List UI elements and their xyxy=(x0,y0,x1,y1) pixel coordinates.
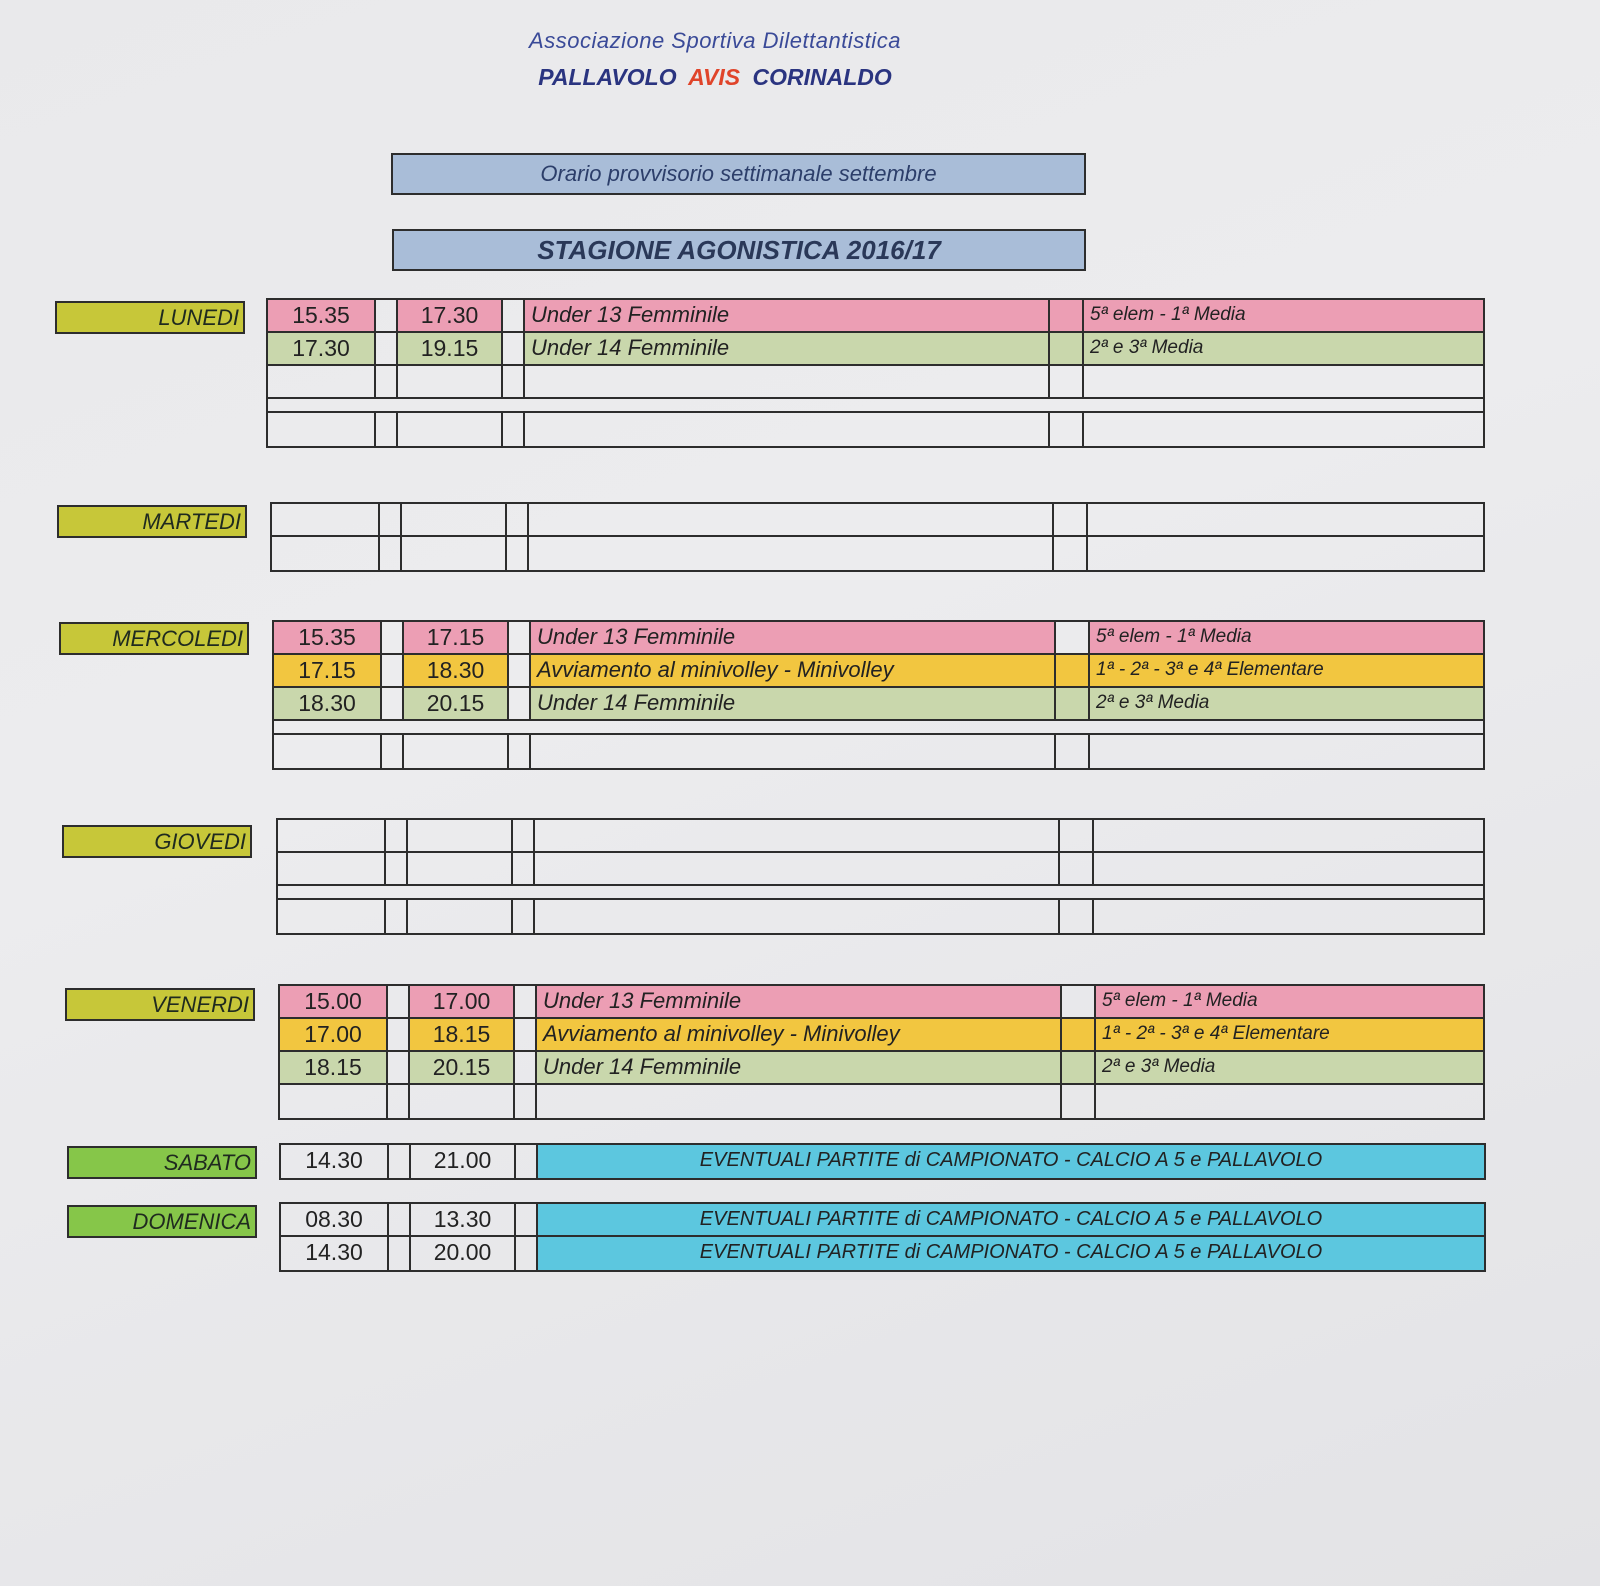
empty-cell xyxy=(529,537,1054,570)
empty-row xyxy=(278,900,1483,933)
gap-cell xyxy=(376,300,398,331)
empty-row xyxy=(278,820,1483,853)
start-time: 18.15 xyxy=(280,1052,388,1083)
gap-cell xyxy=(380,504,402,535)
gap-cell xyxy=(515,986,537,1017)
schedule-title-banner: Orario provvisorio settimanale settembre xyxy=(391,153,1086,195)
end-time: 17.15 xyxy=(404,622,509,653)
gap-cell xyxy=(388,1019,410,1050)
empty-cell xyxy=(1088,537,1483,570)
gap-cell xyxy=(1050,366,1084,397)
event-description: EVENTUALI PARTITE di CAMPIONATO - CALCIO A 5 e PALLAVOLO xyxy=(538,1145,1484,1178)
schedule-table-giovedi xyxy=(276,818,1485,935)
gap-cell xyxy=(388,986,410,1017)
empty-cell xyxy=(278,820,386,851)
day-label-sabato: SABATO xyxy=(67,1146,257,1179)
gap-cell xyxy=(386,900,408,933)
school-grade: 5ª elem - 1ª Media xyxy=(1096,986,1483,1017)
gap-cell xyxy=(389,1145,411,1178)
schedule-row xyxy=(280,986,1483,1019)
spacer-row xyxy=(268,399,1483,413)
gap-cell xyxy=(1062,986,1096,1017)
empty-cell xyxy=(408,820,513,851)
schedule-row xyxy=(268,300,1483,333)
event-description: EVENTUALI PARTITE di CAMPIONATO - CALCIO A 5 e PALLAVOLO xyxy=(538,1237,1484,1270)
header xyxy=(0,28,1600,91)
gap-cell xyxy=(389,1237,411,1270)
empty-cell xyxy=(537,1085,1062,1118)
start-time: 15.35 xyxy=(268,300,376,331)
gap-cell xyxy=(509,688,531,719)
spacer-row xyxy=(274,721,1483,735)
org-name-part-pallavolo: PALLAVOLO xyxy=(538,64,677,90)
day-label-giovedi: GIOVEDI xyxy=(62,825,252,858)
empty-cell xyxy=(398,413,503,446)
empty-cell xyxy=(278,900,386,933)
empty-cell xyxy=(410,1085,515,1118)
team-name: Under 14 Femminile xyxy=(537,1052,1062,1083)
start-time: 17.00 xyxy=(280,1019,388,1050)
organization-name xyxy=(0,64,1600,91)
gap-cell xyxy=(503,413,525,446)
gap-cell xyxy=(1054,504,1088,535)
empty-cell xyxy=(1094,820,1483,851)
empty-cell xyxy=(408,853,513,884)
empty-row xyxy=(268,366,1483,399)
empty-cell xyxy=(1084,413,1483,446)
gap-cell xyxy=(1050,413,1084,446)
schedule-row xyxy=(281,1237,1484,1270)
gap-cell xyxy=(1056,622,1090,653)
empty-row xyxy=(272,504,1483,537)
schedule-row xyxy=(268,333,1483,366)
gap-cell xyxy=(513,900,535,933)
gap-cell xyxy=(507,537,529,570)
team-name: Under 14 Femminile xyxy=(531,688,1056,719)
school-grade: 1ª - 2ª - 3ª e 4ª Elementare xyxy=(1096,1019,1483,1050)
empty-cell xyxy=(272,537,380,570)
gap-cell xyxy=(1060,900,1094,933)
gap-cell xyxy=(1050,300,1084,331)
schedule-table-domenica xyxy=(279,1202,1486,1272)
team-name: Under 13 Femminile xyxy=(537,986,1062,1017)
team-name: Under 14 Femminile xyxy=(525,333,1050,364)
start-time: 18.30 xyxy=(274,688,382,719)
org-name-part-corinaldo: CORINALDO xyxy=(752,64,892,90)
start-time: 17.30 xyxy=(268,333,376,364)
gap-cell xyxy=(513,853,535,884)
schedule-table-venerdi xyxy=(278,984,1485,1120)
end-time: 19.15 xyxy=(398,333,503,364)
org-name-part-avis: AVIS xyxy=(688,64,741,90)
empty-cell xyxy=(529,504,1054,535)
gap-cell xyxy=(389,1204,411,1235)
gap-cell xyxy=(509,735,531,768)
gap-cell xyxy=(1056,735,1090,768)
gap-cell xyxy=(376,333,398,364)
gap-cell xyxy=(376,413,398,446)
empty-cell xyxy=(278,853,386,884)
school-grade: 5ª elem - 1ª Media xyxy=(1090,622,1483,653)
schedule-table-sabato xyxy=(279,1143,1486,1180)
gap-cell xyxy=(516,1237,538,1270)
team-name: Avviamento al minivolley - Minivolley xyxy=(531,655,1056,686)
school-grade: 5ª elem - 1ª Media xyxy=(1084,300,1483,331)
team-name: Under 13 Femminile xyxy=(525,300,1050,331)
spacer-row xyxy=(278,886,1483,900)
gap-cell xyxy=(386,820,408,851)
team-name: Avviamento al minivolley - Minivolley xyxy=(537,1019,1062,1050)
day-label-domenica: DOMENICA xyxy=(67,1205,257,1238)
end-time: 17.30 xyxy=(398,300,503,331)
team-name: Under 13 Femminile xyxy=(531,622,1056,653)
gap-cell xyxy=(513,820,535,851)
empty-cell xyxy=(274,735,382,768)
schedule-table-martedi xyxy=(270,502,1485,572)
schedule-row xyxy=(274,655,1483,688)
gap-cell xyxy=(1060,853,1094,884)
gap-cell xyxy=(503,300,525,331)
gap-cell xyxy=(382,655,404,686)
gap-cell xyxy=(1054,537,1088,570)
end-time: 18.15 xyxy=(410,1019,515,1050)
schedule-row xyxy=(280,1052,1483,1085)
school-grade: 1ª - 2ª - 3ª e 4ª Elementare xyxy=(1090,655,1483,686)
empty-cell xyxy=(535,853,1060,884)
gap-cell xyxy=(388,1085,410,1118)
empty-cell xyxy=(404,735,509,768)
gap-cell xyxy=(1062,1052,1096,1083)
organization-type: Associazione Sportiva Dilettantistica xyxy=(529,28,901,53)
empty-cell xyxy=(398,366,503,397)
empty-row xyxy=(278,853,1483,886)
empty-cell xyxy=(531,735,1056,768)
gap-cell xyxy=(388,1052,410,1083)
gap-cell xyxy=(503,333,525,364)
schedule-row xyxy=(280,1019,1483,1052)
start-time: 15.00 xyxy=(280,986,388,1017)
gap-cell xyxy=(380,537,402,570)
empty-cell xyxy=(1090,735,1483,768)
empty-cell xyxy=(268,413,376,446)
empty-cell xyxy=(535,900,1060,933)
gap-cell xyxy=(515,1085,537,1118)
season-banner: STAGIONE AGONISTICA 2016/17 xyxy=(392,229,1086,271)
schedule-row xyxy=(281,1204,1484,1237)
event-description: EVENTUALI PARTITE di CAMPIONATO - CALCIO A 5 e PALLAVOLO xyxy=(538,1204,1484,1235)
gap-cell xyxy=(507,504,529,535)
empty-cell xyxy=(535,820,1060,851)
day-label-martedi: MARTEDI xyxy=(57,505,247,538)
empty-row xyxy=(272,537,1483,570)
empty-cell xyxy=(525,366,1050,397)
gap-cell xyxy=(382,622,404,653)
gap-cell xyxy=(382,688,404,719)
gap-cell xyxy=(376,366,398,397)
gap-cell xyxy=(1056,655,1090,686)
day-label-lunedi: LUNEDI xyxy=(55,301,245,334)
gap-cell xyxy=(516,1145,538,1178)
empty-cell xyxy=(402,537,507,570)
start-time: 17.15 xyxy=(274,655,382,686)
gap-cell xyxy=(1060,820,1094,851)
school-grade: 2ª e 3ª Media xyxy=(1084,333,1483,364)
start-time: 08.30 xyxy=(281,1204,389,1235)
end-time: 13.30 xyxy=(411,1204,516,1235)
gap-cell xyxy=(1050,333,1084,364)
school-grade: 2ª e 3ª Media xyxy=(1096,1052,1483,1083)
gap-cell xyxy=(509,655,531,686)
gap-cell xyxy=(386,853,408,884)
gap-cell xyxy=(516,1204,538,1235)
empty-row xyxy=(274,735,1483,768)
day-label-mercoledi: MERCOLEDI xyxy=(59,622,249,655)
gap-cell xyxy=(509,622,531,653)
empty-cell xyxy=(408,900,513,933)
start-time: 14.30 xyxy=(281,1237,389,1270)
schedule-table-mercoledi xyxy=(272,620,1485,770)
school-grade: 2ª e 3ª Media xyxy=(1090,688,1483,719)
gap-cell xyxy=(503,366,525,397)
gap-cell xyxy=(382,735,404,768)
end-time: 20.15 xyxy=(404,688,509,719)
empty-cell xyxy=(525,413,1050,446)
end-time: 20.00 xyxy=(411,1237,516,1270)
schedule-row xyxy=(274,688,1483,721)
start-time: 15.35 xyxy=(274,622,382,653)
gap-cell xyxy=(515,1052,537,1083)
empty-cell xyxy=(1094,853,1483,884)
empty-cell xyxy=(1096,1085,1483,1118)
gap-cell xyxy=(1062,1019,1096,1050)
gap-cell xyxy=(1056,688,1090,719)
day-label-venerdi: VENERDI xyxy=(65,988,255,1021)
gap-cell xyxy=(1062,1085,1096,1118)
end-time: 20.15 xyxy=(410,1052,515,1083)
empty-cell xyxy=(1094,900,1483,933)
empty-cell xyxy=(268,366,376,397)
schedule-row xyxy=(274,622,1483,655)
empty-cell xyxy=(272,504,380,535)
start-time: 14.30 xyxy=(281,1145,389,1178)
end-time: 18.30 xyxy=(404,655,509,686)
empty-row xyxy=(268,413,1483,446)
empty-row xyxy=(280,1085,1483,1118)
schedule-row xyxy=(281,1145,1484,1178)
schedule-table-lunedi xyxy=(266,298,1485,448)
empty-cell xyxy=(280,1085,388,1118)
empty-cell xyxy=(1084,366,1483,397)
empty-cell xyxy=(1088,504,1483,535)
end-time: 17.00 xyxy=(410,986,515,1017)
empty-cell xyxy=(402,504,507,535)
end-time: 21.00 xyxy=(411,1145,516,1178)
gap-cell xyxy=(515,1019,537,1050)
